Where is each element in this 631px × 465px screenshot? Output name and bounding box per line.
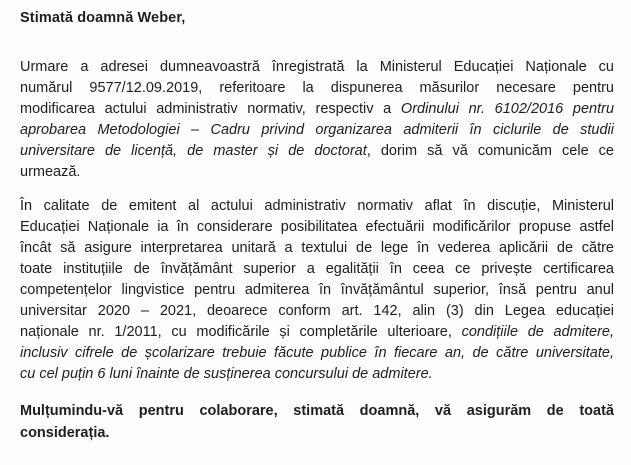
admission-conditions: condițiile de admitere, (461, 324, 614, 340)
paragraph1-line1: Urmare a adresei dumneavoastră înregistrată la Ministerul Educației Naționale cu (20, 59, 614, 75)
paragraph2-line7 (20, 323, 614, 341)
paragraph1-line3 (20, 100, 614, 118)
admission-conditions-cont: inclusiv cifrele de școlarizare trebuie făcute publice în fiecare an, de către universitate, (20, 345, 614, 361)
paragraph1-line6: urmează. (20, 164, 81, 180)
paragraph2-line6: universitar 2020 – 2021, deoarece conform art. 142, alin (3) din Legea educației (20, 303, 614, 319)
paragraph2-line8 (20, 344, 614, 362)
salutation: Stimată doamnă Weber, (20, 10, 186, 26)
ordinance-reference: Ordinului nr. 6102/2016 pentru (400, 101, 614, 117)
paragraph2-line7-text: naționale nr. 1/2011, cu modificările și completările ulterioare, (20, 324, 462, 340)
paragraph2-line9 (20, 365, 614, 383)
ordinance-title-end: universitare de licență, de master și de doctorat (20, 143, 367, 159)
paragraph2-line3: încât să asigure interpretarea unitară a textului de lege în vederea aplicării de către (20, 240, 614, 256)
closing-line1: Mulțumindu-vă pentru colaborare, stimată doamnă, vă asigurăm de toată (20, 403, 614, 419)
paragraph1-line5 (20, 142, 614, 160)
admission-conditions-end: cu cel puțin 6 luni înainte de susținerea concursului de admitere. (20, 366, 433, 382)
paragraph2-line5: competențelor lingvistice pentru admiterea în învățământul superior, însă pentru anul (20, 282, 614, 298)
closing-line2: considerația. (20, 425, 110, 441)
paragraph1-line5-text: , dorim să vă comunicăm cele ce (366, 143, 614, 159)
paragraph1-line3-text: modificarea actului administrativ normativ, respectiv a (20, 101, 401, 117)
paragraph2-line1: În calitate de emitent al actului administrativ normativ aflat în discuție, Ministerul (20, 198, 614, 214)
paragraph2-line4: toate instituțiile de învățământ superior a egalității în ceea ce privește certificarea (20, 261, 614, 277)
paragraph2-line2: Educației Naționale ia în considerare posibilitatea efectuării modificărilor propuse astfel (20, 219, 614, 235)
paragraph1-line4 (20, 121, 614, 139)
ordinance-title: aprobarea Metodologiei – Cadru privind organizarea admiterii în ciclurile de studii (20, 122, 614, 138)
paragraph1-line2: numărul 9577/12.09.2019, referitoare la dispunerea măsurilor necesare pentru (20, 80, 614, 96)
